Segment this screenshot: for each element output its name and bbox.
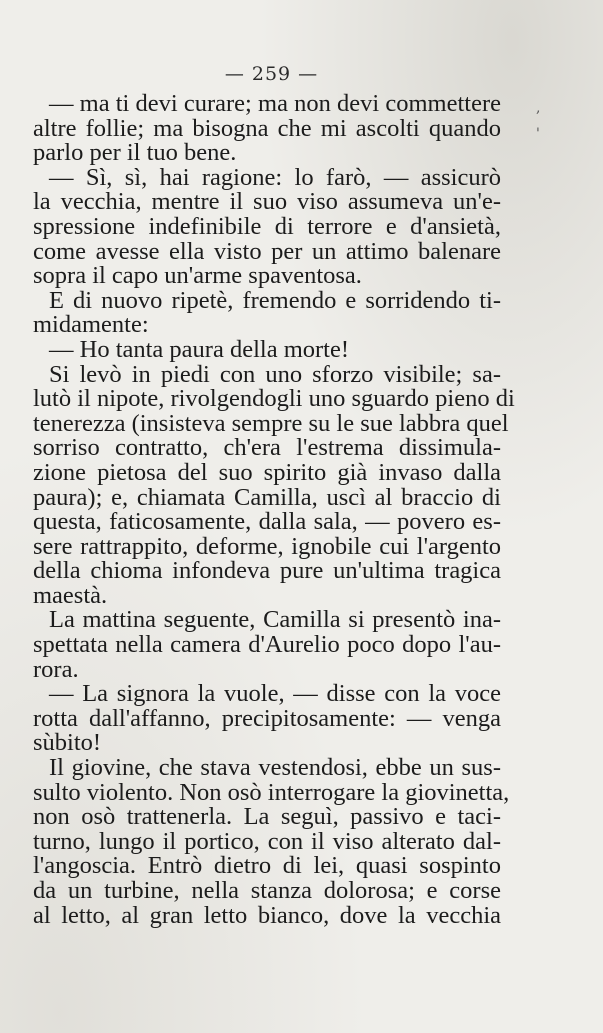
page-number: — 259 — xyxy=(224,63,319,85)
text-line: turno, lungo il portico, con il viso alterato dal- xyxy=(33,827,501,855)
text-line: tenerezza (insisteva sempre su le sue labbra quel xyxy=(33,409,509,437)
text-line: da un turbine, nella stanza dolorosa; e corse xyxy=(33,877,501,904)
text-line: La mattina seguente, Camilla si presentò ina- xyxy=(49,606,501,634)
text-line: parlo per il tuo bene. xyxy=(33,139,237,167)
text-line: E di nuovo ripetè, fremendo e sorridendo ti- xyxy=(49,286,501,314)
text-line: — La signora la vuole, — disse con la voce xyxy=(49,680,501,708)
text-line: sere rattrappito, deforme, ignobile cui l'argento xyxy=(33,532,501,560)
text-line: — Ho tanta paura della morte! xyxy=(49,335,350,363)
text-line: altre follie; ma bisogna che mi ascolti quando xyxy=(33,114,501,142)
text-line: della chioma infondeva pure un'ultima tragica xyxy=(33,557,501,585)
text-line: midamente: xyxy=(33,311,149,339)
text-line: zione pietosa del suo spirito già invaso dalla xyxy=(33,458,501,486)
text-line: questa, faticosamente, dalla sala, — povero es- xyxy=(33,508,501,536)
text-line: spettata nella camera d'Aurelio poco dopo l'au- xyxy=(33,631,501,659)
text-line: la vecchia, mentre il suo viso assumeva un'e- xyxy=(33,188,501,216)
text-line: rotta dall'affanno, precipitosamente: — venga xyxy=(33,704,501,732)
text-line: Il giovine, che stava vestendosi, ebbe un sus- xyxy=(49,754,501,782)
margin-mark: , xyxy=(536,100,541,116)
text-line: maestà. xyxy=(33,581,108,609)
text-line: al letto, al gran letto bianco, dove la vecchia xyxy=(33,901,501,929)
text-line: come avesse ella visto per un attimo balenare xyxy=(33,237,501,265)
text-line: rora. xyxy=(33,655,79,683)
text-line: lutò il nipote, rivolgendogli uno sguardo pieno di xyxy=(33,385,515,413)
text-line: — ma ti devi curare; ma non devi commettere xyxy=(49,90,501,117)
text-line: spressione indefinibile di terrore e d'ansietà, xyxy=(33,212,501,240)
page-body-text xyxy=(33,90,515,929)
text-line: sulto violento. Non osò interrogare la giovinetta, xyxy=(33,778,510,806)
text-line: — Sì, sì, hai ragione: lo farò, — assicurò xyxy=(49,163,501,191)
text-line: paura); e, chiamata Camilla, uscì al braccio di xyxy=(33,483,501,511)
text-line: l'angoscia. Entrò dietro di lei, quasi sospinto xyxy=(33,852,501,880)
text-line: Si levò in piedi con uno sforzo visibile; sa- xyxy=(49,360,501,388)
text-line: non osò trattenerla. La seguì, passivo e taci- xyxy=(33,803,501,831)
margin-mark: ' xyxy=(536,126,540,142)
text-line: sùbito! xyxy=(33,729,102,757)
text-line: sopra il capo un'arme spaventosa. xyxy=(33,262,362,290)
text-line: sorriso contratto, ch'era l'estrema dissimula- xyxy=(33,434,501,462)
